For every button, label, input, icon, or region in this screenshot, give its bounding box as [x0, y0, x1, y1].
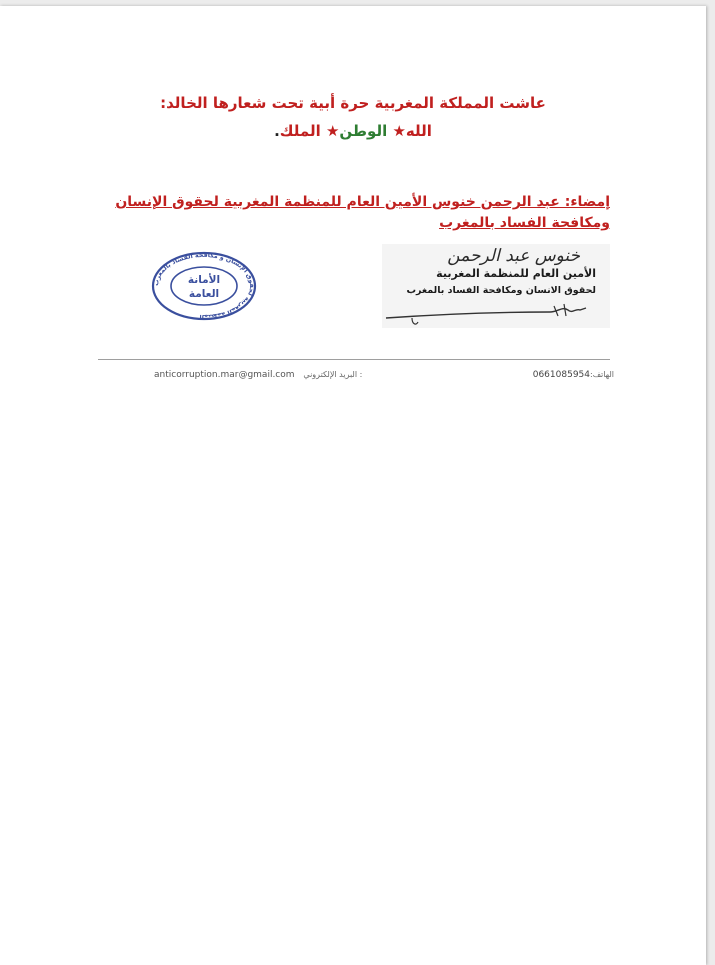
signature-title-1: الأمين العام للمنظمة المغربية: [436, 267, 596, 280]
email-address: anticorruption.mar@gmail.com: [154, 370, 295, 380]
motto-word-god: الله: [405, 122, 432, 140]
star-icon: ★: [325, 122, 340, 140]
official-stamp: [150, 250, 258, 322]
email-label: البريد الإلكتروني :: [303, 370, 363, 379]
motto-period: .: [274, 122, 280, 140]
footer-email: [154, 370, 362, 380]
document-page: [0, 6, 706, 965]
stamp-center-line-2: العامة: [188, 288, 220, 300]
handwritten-name: خنوس عبد الرحمن: [447, 246, 580, 266]
phone-label: الهاتف:: [590, 370, 614, 379]
signature-title-2: لحقوق الانسان ومكافحة الفساد بالمغرب: [406, 285, 596, 296]
motto-word-king: الملك: [279, 122, 321, 140]
footer-divider: [98, 359, 610, 360]
stamp-ring-text: المنظمة المغربية لحقوق الإنسان و مكافحة الفساد بالمغرب: [152, 251, 256, 321]
stamp-center-line-1: الأمانة: [187, 274, 221, 286]
motto-line-1: عاشت المملكة المغربية حرة أبية تحت شعارها الخالد:: [160, 94, 546, 112]
signatory-line: إمضاء: عبد الرحمن خنوس الأمين العام للمنظمة المغربية لحقوق الإنسان ومكافحة الفساد بالمغرب: [115, 194, 610, 231]
signature-scribble: [382, 298, 610, 328]
phone-number: 0661085954: [532, 370, 590, 380]
star-icon: ★: [392, 122, 406, 140]
signature-block: [382, 244, 610, 328]
motto-line-2: [0, 122, 706, 140]
footer-phone: [533, 370, 614, 380]
motto-word-nation: الوطن: [339, 122, 388, 140]
